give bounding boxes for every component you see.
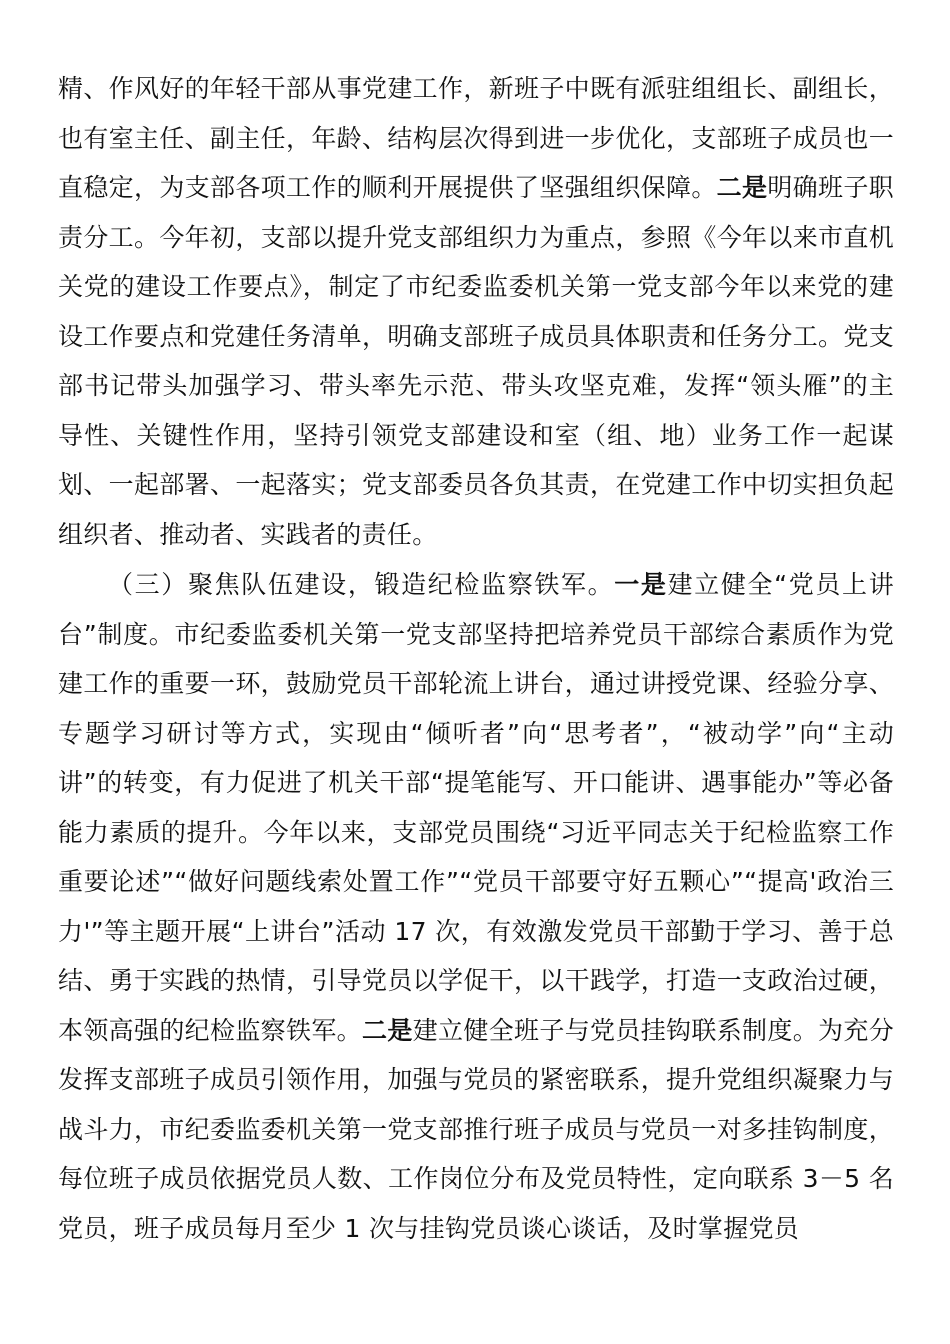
paragraph-2-text-continued: 建立健全班子与党员挂钩联系制度。为充分发挥支部班子成员引领作用，加强与党员的紧密联系，提升党组织凝聚力与战斗力，市纪委监委机关第一党支部推行班子成员与党员一对多挂钩制度，每位班子成员依据党员人数、工作岗位分布及党员特性，定向联系 3－5 名党员，班子成员每月至少 1 次与挂钩党员谈心谈话，及时掌握党员	[58, 1015, 894, 1243]
body-paragraph-2	[58, 560, 894, 1253]
paragraph-1-text-continued: 明确班子职责分工。今年初，支部以提升党支部组织力为重点，参照《今年以来市直机关党的建设工作要点》，制定了市纪委监委机关第一党支部今年以来党的建设工作要点和党建任务清单，明确支部班子成员具体职责和任务分工。党支部书记带头加强学习、带头率先示范、带头攻坚克难，发挥“领头雁”的主导性、关键性作用，坚持引领党支部建设和室（组、地）业务工作一起谋划、一起部署、一起落实；党支部委员各负其责，在党建工作中切实担负起组织者、推动者、实践者的责任。	[58, 173, 894, 549]
paragraph-1-text: 精、作风好的年轻干部从事党建工作，新班子中既有派驻组组长、副组长，也有室主任、副主任，年龄、结构层次得到进一步优化，支部班子成员也一直稳定，为支部各项工作的顺利开展提供了坚强组织保障。	[58, 74, 894, 202]
section-heading-3: （三）聚焦队伍建设，锻造纪检监察铁军。	[108, 570, 615, 599]
paragraph-2-bold-marker-1: 一是	[614, 570, 668, 599]
body-paragraph-1	[58, 64, 894, 559]
paragraph-2-bold-marker-2: 二是	[362, 1015, 413, 1045]
paragraph-2-text: 建立健全“党员上讲台”制度。市纪委监委机关第一党支部坚持把培养党员干部综合素质作为党建工作的重要一环，鼓励党员干部轮流上讲台，通过讲授党课、经验分享、专题学习研讨等方式，实现由“倾听者”向“思考者”，“被动学”向“主动讲”的转变，有力促进了机关干部“提笔能写、开口能讲、遇事能办”等必备能力素质的提升。今年以来，支部党员围绕“习近平同志关于纪检监察工作重要论述”“做好问题线索处置工作”“党员干部要守好五颗心”“提高'政治三力'”等主题开展“上讲台”活动 17 次，有效激发党员干部勤于学习、善于总结、勇于实践的热情，引导党员以学促干，以干践学，打造一支政治过硬，本领高强的纪检监察铁军。	[58, 570, 894, 1045]
paragraph-1-bold-marker: 二是	[716, 173, 768, 202]
